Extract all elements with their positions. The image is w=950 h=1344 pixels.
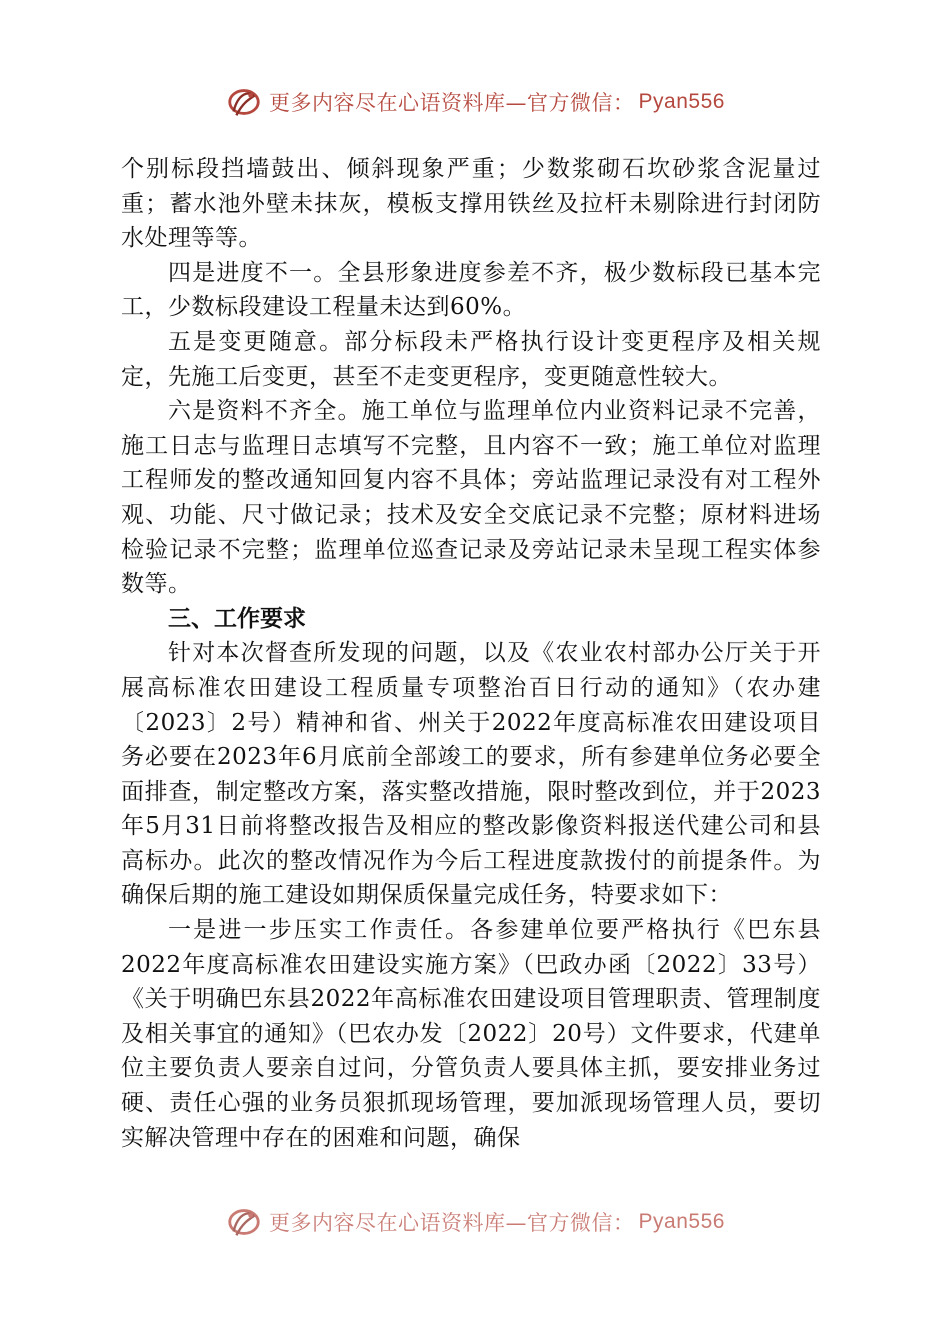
watermark-footer [0, 1200, 950, 1244]
paragraph-continuation: 个别标段挡墙鼓出、倾斜现象严重；少数浆砌石坎砂浆含泥量过重；蓄水池外壁未抹灰，模板支撑用铁丝及拉杆未剔除进行封闭防水处理等等。 [121, 156, 821, 252]
watermark-wechat-id: Pyan556 [638, 90, 725, 113]
paragraph-requirements: 针对本次督查所发现的问题，以及《农业农村部办公厅关于开展高标准农田建设工程质量专项整治百日行动的通知》（农办建〔2023〕2号）精神和省、州关于2022年度高标准农田建设项目务必要在2023年6月底前全部竣工的要求，所有参建单位务必要全面排查，制定整改方案，落实整改措施，限时整改到位，并于2023年5月31日前将整改报告及相应的整改影像资料报送代建公司和县高标办。此次的整改情况作为今后工程进度款拨付的前提条件。为确保后期的施工建设如期保质保量完成任务，特要求如下： [121, 640, 821, 909]
section-heading: 三、工作要求 [168, 605, 306, 632]
signature-logo-icon [225, 83, 263, 121]
watermark-header [0, 80, 950, 124]
paragraph-documents: 六是资料不齐全。施工单位与监理单位内业资料记录不完善，施工日志与监理日志填写不完整，且内容不一致；施工单位对监理工程师发的整改通知回复内容不具体；旁站监理记录没有对工程外观、功能、尺寸做记录；技术及安全交底记录不完整；原材料进场检验记录不完整；监理单位巡查记录及旁站记录未呈现工程实体参数等。 [121, 398, 821, 598]
signature-logo-icon [225, 1203, 263, 1241]
watermark-brand-text: 更多内容尽在心语资料库—官方微信： [269, 1211, 635, 1235]
paragraph-changes: 五是变更随意。部分标段未严格执行设计变更程序及相关规定，先施工后变更，甚至不走变更程序，变更随意性较大。 [121, 328, 821, 390]
watermark-wechat-id: Pyan556 [638, 1210, 725, 1233]
document-body [121, 152, 821, 1155]
paragraph-responsibility: 一是进一步压实工作责任。各参建单位要严格执行《巴东县2022年度高标准农田建设实施方案》（巴政办函〔2022〕33号）《关于明确巴东县2022年高标准农田建设项目管理职责、管理制度及相关事宜的通知》（巴农办发〔2022〕20号）文件要求，代建单位主要负责人要亲自过问，分管负责人要具体主抓，要安排业务过硬、责任心强的业务员狠抓现场管理，要加派现场管理人员，要切实解决管理中存在的困难和问题，确保 [121, 917, 821, 1151]
paragraph-progress: 四是进度不一。全县形象进度参差不齐，极少数标段已基本完工，少数标段建设工程量未达到60%。 [121, 259, 821, 321]
watermark-brand-text: 更多内容尽在心语资料库—官方微信： [269, 91, 635, 115]
